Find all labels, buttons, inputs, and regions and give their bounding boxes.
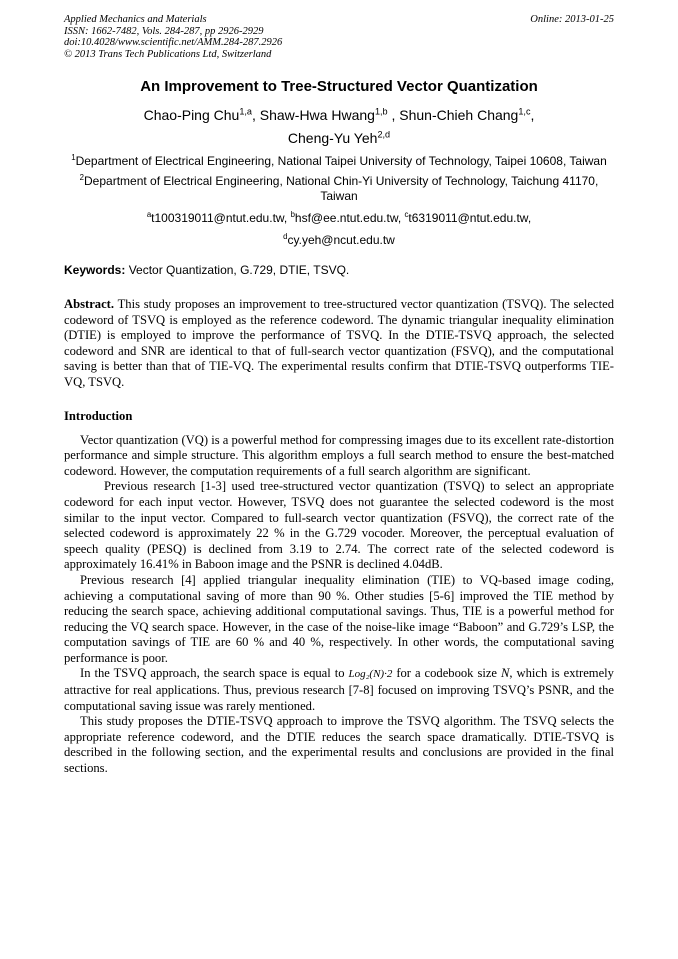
abstract <box>64 297 614 391</box>
email-link[interactable]: hsf@ee.ntut.edu.tw <box>294 211 398 225</box>
issn-line: ISSN: 1662-7482, Vols. 284-287, pp 2926-2929 <box>64 25 264 37</box>
author-name: Shaw-Hwa Hwang <box>259 107 375 123</box>
intro-p4-after: for a codebook size <box>396 666 498 681</box>
affiliation-text: Department of Electrical Engineering, National Chin-Yi University of Technology, Taichung 41170, Taiwan <box>84 174 599 203</box>
journal-name: Applied Mechanics and Materials <box>64 14 207 25</box>
email-sup: a <box>146 210 152 219</box>
intro-p4-rest: , which is extremely attractive for real applications. Thus, previous research [7-8] focused on improving TSVQ’s PSNR, and the computational saving issue was rarely mentioned. <box>64 666 614 713</box>
intro-paragraph-5: This study proposes the DTIE-TSVQ approach to improve the TSVQ algorithm. The TSVQ selects the appropriate reference codeword, and the DTIE reduces the search space dramatically. DTIE-TSVQ is described in the following section, and the experimental results and conclusions are provided in the final sections. <box>64 714 614 776</box>
author-sup: 1,b <box>374 106 388 117</box>
author-list: Chao-Ping Chu$^{1,a}$, Shaw-Hwa Hwang$^{1,b}$ , Shun-Chieh Chang$^{1,c}$, Cheng-Yu Yeh$^{2,d}$ <box>143 106 535 146</box>
intro-paragraph-3: Previous research [4] applied triangular inequality elimination (TIE) to VQ-based image coding, achieving a computational saving of more than 90 %. Other studies [5-6] improved the TIE method by reducing the search space, achieving additional computational savings. Thus, TIE is a powerful method for reducing the VQ search space. However, in the case of the noise-like image “Baboon” and G.729’s LSP, the computation savings of TIE are 60 % and 40 %, respectively. In other words, the computational saving performance is poor. <box>64 572 614 665</box>
keywords <box>64 263 614 277</box>
affiliation-text: Department of Electrical Engineering, National Taipei University of Technology, Taipei 10608, Taiwan <box>75 154 607 168</box>
email-sup: d <box>283 232 288 241</box>
keywords-text: Vector Quantization, G.729, DTIE, TSVQ. <box>128 263 350 277</box>
paper-page <box>64 14 614 777</box>
email-list: $^a$t100319011@ntut.edu.tw, $^b$hsf@ee.ntut.edu.tw, $^c$t6319011@ntut.edu.tw, $^d$cy.yeh@ncut.edu.tw <box>146 210 532 247</box>
journal-header <box>64 14 614 60</box>
abstract-text: This study proposes an improvement to tree-structured vector quantization (TSVQ). The selected codeword of TSVQ is employed as the reference codeword. The dynamic triangular inequality elimination (DTIE) is employed to improve the performance of TSVQ. In the DTIE-TSVQ approach, the selected codeword and SNR are identical to that of full-search vector quantization (FSVQ), and the computational saving is better than that of TIE-VQ. The experimental results confirm that DTIE-TSVQ outperforms TIE-VQ, TSVQ. <box>64 297 614 389</box>
keywords-label: Keywords: <box>64 263 126 277</box>
section-heading: Introduction <box>64 408 133 423</box>
intro-paragraph-4 <box>64 666 614 714</box>
author-sup: 1,c <box>518 106 531 117</box>
author-name: Shun-Chieh Chang <box>399 107 519 123</box>
online-date: Online: 2013-01-25 <box>530 14 614 25</box>
email-sup: c <box>404 210 409 219</box>
affiliation-sup: 2 <box>79 173 85 182</box>
copyright-line: © 2013 Trans Tech Publications Ltd, Switzerland <box>64 48 272 60</box>
paper-title: An Improvement to Tree-Structured Vector Quantization <box>140 78 538 95</box>
author-name: Chao-Ping Chu <box>143 107 240 123</box>
email-link[interactable]: t6319011@ntut.edu.tw <box>408 211 528 225</box>
email-sup: b <box>290 210 295 219</box>
affiliation-sup: 1 <box>71 153 76 162</box>
author-sup: 2,d <box>377 129 391 140</box>
search-space-formula: Log₂(N)·2 <box>348 668 393 681</box>
abstract-label: Abstract. <box>64 297 115 311</box>
affiliation-2 <box>64 174 614 204</box>
author-name: Cheng-Yu Yeh <box>287 130 378 146</box>
email-link[interactable]: t100319011@ntut.edu.tw <box>151 211 284 225</box>
doi-line: doi:10.4028/www.scientific.net/AMM.284-287.2926 <box>64 37 283 48</box>
intro-paragraph-1: Vector quantization (VQ) is a powerful method for compressing images due to its excellent rate-distortion performance and simple structure. This algorithm employs a full search method to ensure the best-matched codeword. However, the computation requirements of a full search algorithm are significant. <box>64 432 614 478</box>
email-link[interactable]: cy.yeh@ncut.edu.tw <box>287 233 395 247</box>
intro-paragraph-2: Previous research [1-3] used tree-structured vector quantization (TSVQ) to select an appropriate codeword for each input vector. However, TSVQ does not guarantee the selected codeword is the most similar to the input vector. Compared to full-search vector quantization (FSVQ), the correct rate of the selected codeword is approximately 22 % in the G.729 vocoder. Moreover, the perceptual evaluation of speech quality (PESQ) is declined from 3.19 to 2.74. The correct rate of the selected codeword is approximately 16.41% in Baboon image and the PSNR is declined 4.04dB. <box>64 479 614 572</box>
codebook-size-variable: N <box>501 666 510 681</box>
affiliation-1 <box>64 154 614 169</box>
author-sup: 1,a <box>239 106 252 117</box>
intro-p4-before: In the TSVQ approach, the search space is equal to <box>80 666 345 681</box>
